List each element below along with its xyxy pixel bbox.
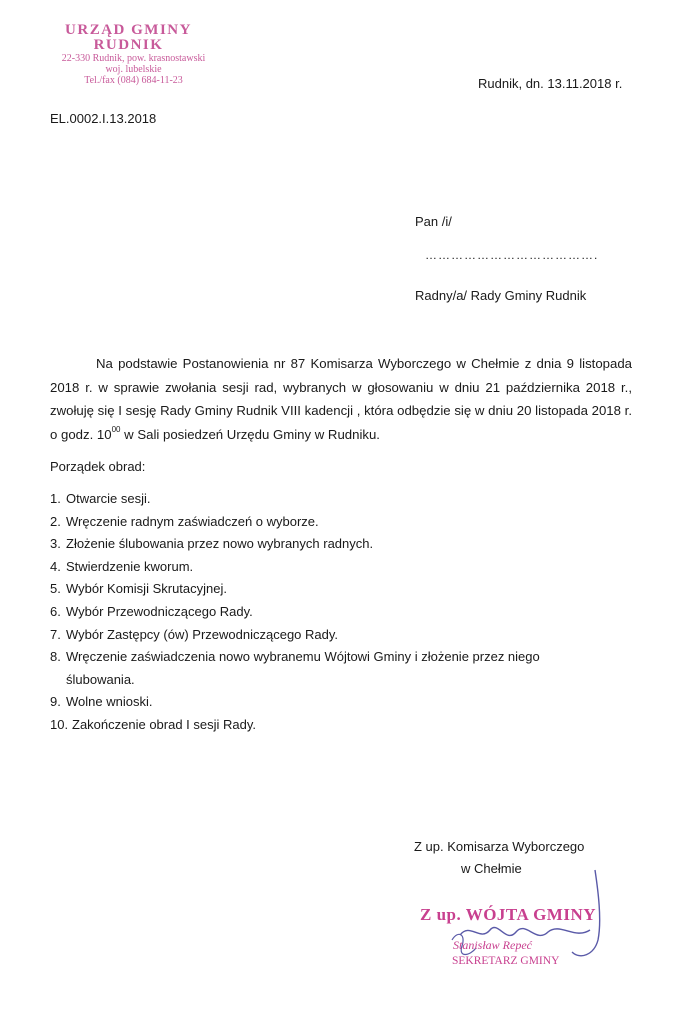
agenda-item-number: 1. [50, 491, 61, 506]
signature-authority: Z up. Komisarza Wyborczego [414, 839, 585, 854]
agenda-item [50, 511, 610, 534]
agenda-heading: Porządek obrad: [50, 459, 146, 474]
signature-location: w Chełmie [461, 861, 522, 876]
agenda-item-number: 2. [50, 513, 61, 529]
body-text-main: Na podstawie Postanowienia nr 87 Komisarza Wyborczego w Chełmie z dnia 9 listopada 2018 r. w sprawie zwołania sesji rad, wybranych w głosowaniu w dniu 21 października 2018 r., zwołuję się I sesję Rady Gminy Rudnik VIII kadencji , która odbędzie się w dniu 20 listopada 2018 r. o godz. 10 [50, 356, 632, 442]
agenda-item-number: 10. [50, 716, 69, 732]
agenda-item-text: Wybór Komisji Skrutacyjnej. [66, 581, 227, 597]
addressee-role: Radny/a/ Rady Gminy Rudnik [415, 288, 587, 303]
agenda-item-text: Zakończenie obrad I sesji Rady. [72, 716, 257, 732]
agenda-item-text: Wybór Przewodniczącego Rady. [66, 603, 253, 619]
agenda-item-text: Otwarcie sesji. [66, 491, 151, 506]
agenda-item-number: 9. [50, 694, 61, 710]
time-minutes: 00 [111, 425, 121, 435]
reference-number: EL.0002.I.13.2018 [50, 111, 157, 126]
agenda-item-continuation: ślubowania. [66, 671, 135, 687]
addressee-name-placeholder: …………………………………. [425, 248, 599, 262]
body-paragraph [50, 352, 632, 446]
agenda-item-number: 7. [50, 626, 61, 642]
agenda-item [50, 601, 610, 624]
stamp-office-name: URZĄD GMINY [65, 22, 192, 38]
agenda-item [50, 533, 610, 556]
agenda-item [50, 624, 610, 647]
stamp-region: woj. lubelskie [105, 64, 162, 75]
agenda-item-text: Wręczenie radnym zaświadczeń o wyborze. [66, 513, 319, 529]
agenda-item [50, 691, 610, 714]
place-date: Rudnik, dn. 13.11.2018 r. [478, 76, 623, 91]
agenda-item [50, 578, 610, 601]
agenda-item-number: 6. [50, 603, 61, 619]
agenda-item-text: Wybór Zastępcy (ów) Przewodniczącego Rady. [66, 626, 339, 642]
signature-stamp [420, 905, 596, 925]
body-text-end: w Sali posiedzeń Urzędu Gminy w Rudniku. [120, 426, 380, 442]
stamp-signature-title: Z up. WÓJTA GMINY [420, 905, 597, 924]
agenda-item-number: 5. [50, 581, 61, 597]
agenda-item-text: Wręczenie zaświadczenia nowo wybranemu Wójtowi Gminy i złożenie przez niego [66, 649, 540, 665]
stamp-phone: Tel./fax (084) 684-11-23 [84, 75, 183, 86]
agenda-item [50, 714, 610, 737]
agenda-item-text: Wolne wnioski. [66, 694, 153, 710]
stamp-signatory-name: Stanisław Repeć [453, 938, 532, 952]
agenda-item-text: Złożenie ślubowania przez nowo wybranych radnych. [66, 536, 374, 552]
agenda-item [50, 488, 610, 511]
agenda-item-number: 8. [50, 649, 61, 665]
stamp-signatory-role: SEKRETARZ GMINY [452, 955, 560, 967]
stamp-town-name: RUDNIK [93, 37, 164, 53]
stamp-address: 22-330 Rudnik, pow. krasnostawski [61, 53, 206, 64]
agenda-item-number: 3. [50, 536, 61, 552]
agenda-item [50, 646, 610, 691]
agenda-item [50, 556, 610, 579]
agenda-item-number: 4. [50, 558, 61, 574]
agenda-list [50, 488, 610, 737]
office-stamp [46, 22, 246, 86]
addressee-salutation: Pan /i/ [415, 214, 452, 229]
agenda-item-text: Stwierdzenie kworum. [66, 558, 194, 574]
